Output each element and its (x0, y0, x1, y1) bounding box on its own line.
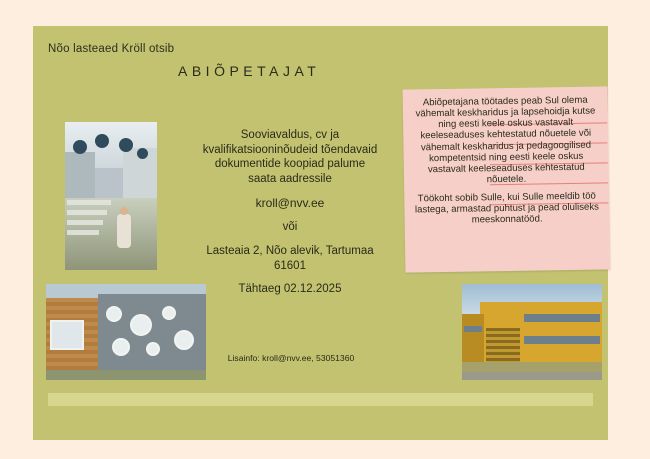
conjunction-or: või (282, 221, 298, 234)
requirements-paragraph: Abiõpetajana töötades peab Sul olema vähemalt keskharidus ja lapsehoidja kutse ning eesti keele oskus vastavalt keeleseaduses kehtestatud nõuetele või vähemalt keskharidus ja pedagoogilised kompetentsid ning eesti keele oskus vastavalt keeleseaduses kehtestatud nõuetele. (415, 94, 596, 186)
photo-detail-round-window (174, 330, 194, 350)
photo-detail-round-window (146, 342, 160, 356)
photo-detail-round-window (162, 306, 176, 320)
photo-detail-stair (67, 210, 107, 215)
photo-detail-window (50, 320, 84, 350)
postal-address: Lasteaia 2, Nõo alevik, Tartumaa 61601 (206, 244, 374, 272)
photo-detail-staircase (486, 328, 520, 362)
photo-detail-ground (46, 370, 206, 380)
photo-detail-window-row (524, 336, 600, 344)
yellow-school-building-photo (462, 284, 602, 380)
requirements-note (403, 86, 611, 272)
photo-detail-round-window (137, 148, 148, 159)
photo-detail-window-row (524, 314, 600, 322)
photo-detail-round-window (130, 314, 152, 336)
photo-detail-stair (67, 220, 103, 225)
kindergarten-corridor-photo (65, 122, 157, 270)
application-instructions (200, 128, 380, 306)
photo-detail-round-window (119, 138, 133, 152)
poster-subtitle: Nõo lasteaed Kröll otsib (48, 43, 175, 55)
kindergarten-facade-photo (46, 284, 206, 380)
photo-detail-child (117, 214, 131, 248)
photo-detail-round-window (73, 140, 87, 154)
additional-info: Lisainfo: kroll@nvv.ee, 53051360 (227, 353, 355, 363)
requirements-text-block (412, 95, 601, 227)
photo-detail-round-window (95, 134, 109, 148)
photo-detail-stair (67, 200, 111, 205)
photo-detail-round-window (106, 306, 122, 322)
photo-detail-stair (67, 230, 99, 235)
contact-email: kroll@nvv.ee (255, 195, 325, 210)
photo-detail-building-side (462, 314, 484, 362)
photo-detail-round-window (112, 338, 130, 356)
suitability-paragraph: Töökoht sobib Sulle, kui Sulle meeldib töö lastega, armastad puhtust ja pead oluliseks meeskonnatööd. (414, 190, 600, 226)
footer-bar (48, 393, 593, 406)
photo-detail-path (462, 372, 602, 380)
page-title: ABIÕPETAJAT (178, 63, 321, 79)
application-deadline: Tähtaeg 02.12.2025 (238, 283, 342, 296)
photo-detail-window-row (464, 326, 482, 332)
instructions-text: Sooviavaldus, cv ja kvalifikatsiooninõudeid tõendavaid dokumentide koopiad palume saata aadressile (202, 129, 378, 186)
